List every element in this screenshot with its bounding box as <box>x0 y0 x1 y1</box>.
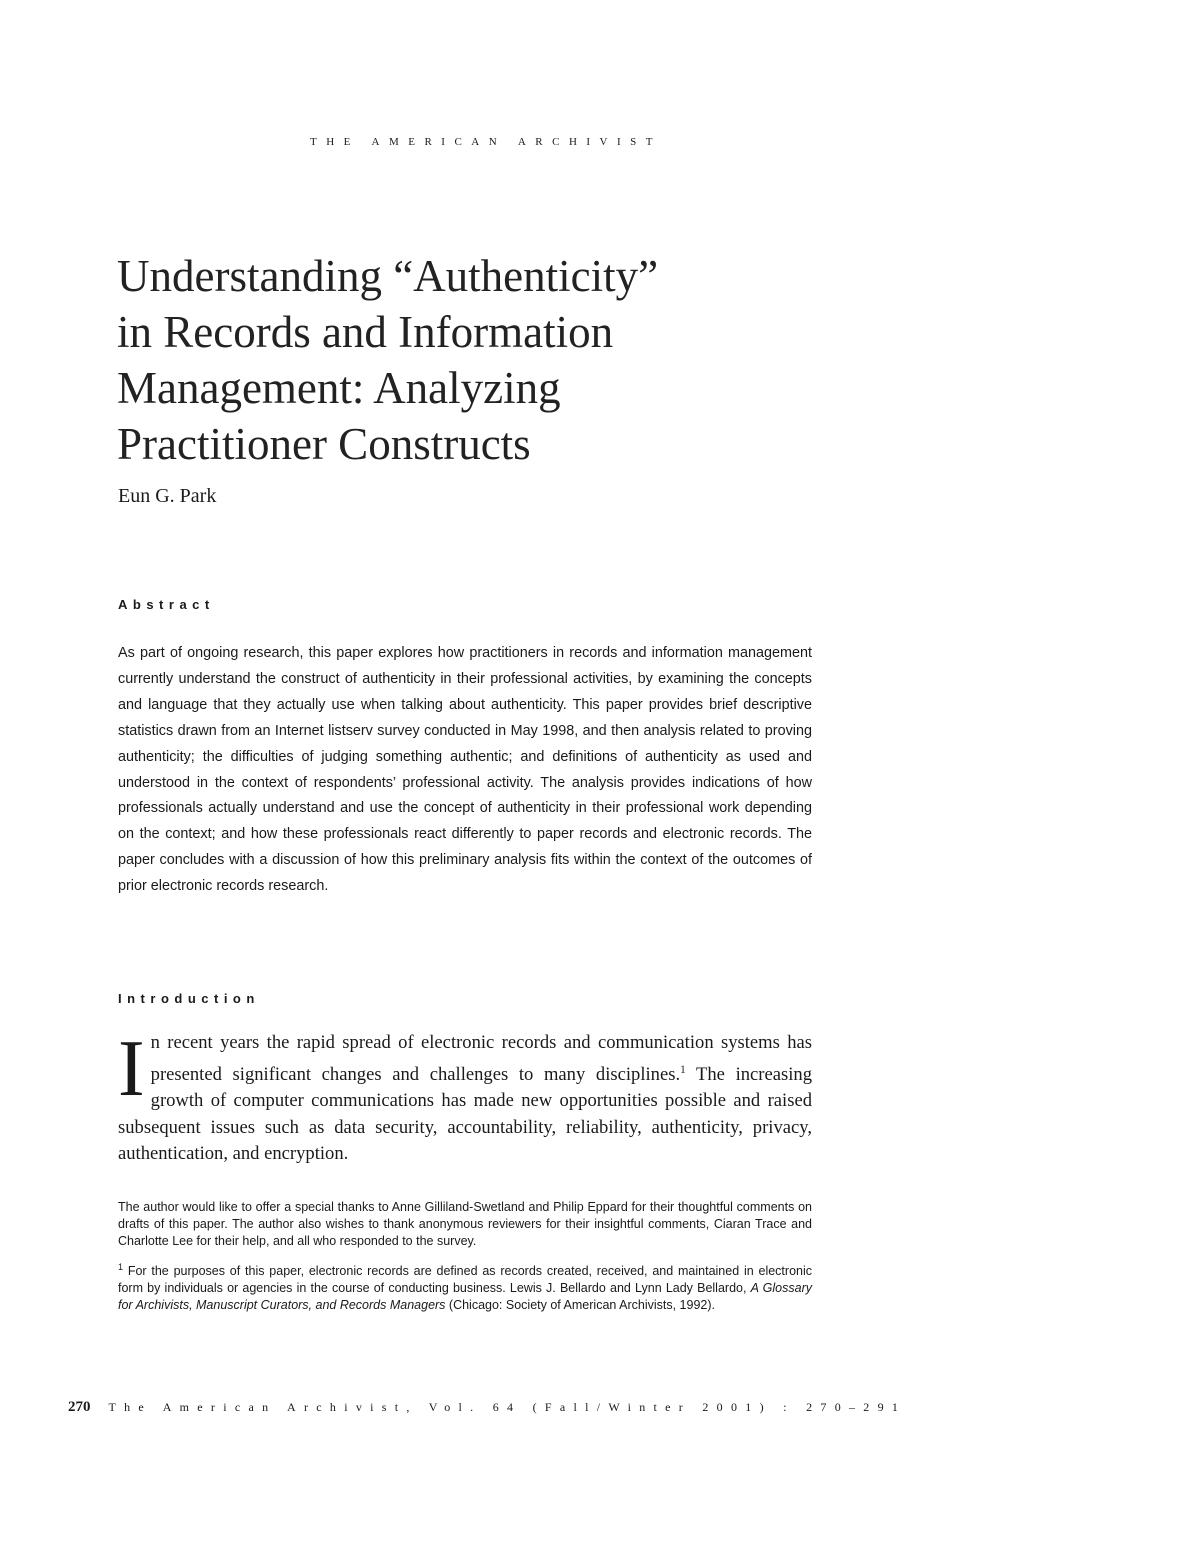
author-name: Eun G. Park <box>118 485 217 507</box>
intro-text-part1: n recent years the rapid spread of electronic records and communication systems has presented significant changes and challenges to many disciplines. <box>150 1032 812 1085</box>
journal-citation: The American Archivist, Vol. 64 (Fall/Winter 2001) : 270–291 <box>108 1400 907 1414</box>
page-footer <box>68 1399 906 1416</box>
title-line: Understanding “Authenticity” <box>117 251 659 301</box>
abstract-body: As part of ongoing research, this paper explores how practitioners in records and information management currently understand the construct of authenticity in their professional activities, by examining the concepts and language that they actually use when talking about authenticity. This paper provides brief descriptive statistics drawn from an Internet listserv survey conducted in May 1998, and then analysis related to proving authenticity; the difficulties of judging something authentic; and definitions of authenticity as used and understood in the context of respondents’ professional activity. The analysis provides indications of how professionals actually understand and use the concept of authenticity in their professional work depending on the context; and how these professionals react differently to paper records and electronic records. The paper concludes with a discussion of how this preliminary analysis fits within the context of the outcomes of prior electronic records research. <box>118 645 812 895</box>
page-number: 270 <box>68 1399 91 1415</box>
footnote-mark: 1 <box>118 1261 124 1272</box>
footnote-text: For the purposes of this paper, electronic records are defined as records created, received, and maintained in electronic form by individuals or agencies in the course of conducting business. Lewis J. Bellardo and Lynn Lady Bellardo, <box>118 1263 812 1295</box>
footnote-text-end: (Chicago: Society of American Archivists, 1992). <box>445 1298 715 1313</box>
footnotes <box>118 1199 812 1326</box>
footnote-reference[interactable]: 1 <box>680 1063 686 1076</box>
title-line: Practitioner Constructs <box>117 419 531 469</box>
running-head: THE AMERICAN ARCHIVIST <box>310 136 663 148</box>
drop-cap: I <box>118 1025 145 1113</box>
acknowledgment-note: The author would like to offer a special thanks to Anne Gilliland-Swetland and Philip Eppard for their thoughtful comments on drafts of this paper. The author also wishes to thank anonymous reviewers for their insightful comments, Ciaran Trace and Charlotte Lee for their help, and all who responded to the survey. <box>118 1200 812 1249</box>
title-line: in Records and Information <box>117 307 614 357</box>
abstract-heading: Abstract <box>118 597 215 612</box>
introduction-body <box>118 1025 812 1168</box>
article-title <box>117 248 837 472</box>
footnote-1 <box>118 1263 812 1315</box>
intro-text-part2: The increasing growth of computer communications has made new opportunities possible and raised subsequent issues such as data security, accountability, reliability, authenticity, privacy, authentication, and encryption. <box>118 1063 812 1165</box>
footnote-book-title: A Glossary for Archivists, Manuscript Curators, and Records Managers <box>118 1280 812 1313</box>
title-line: Management: Analyzing <box>117 363 561 413</box>
introduction-heading: Introduction <box>118 991 260 1006</box>
